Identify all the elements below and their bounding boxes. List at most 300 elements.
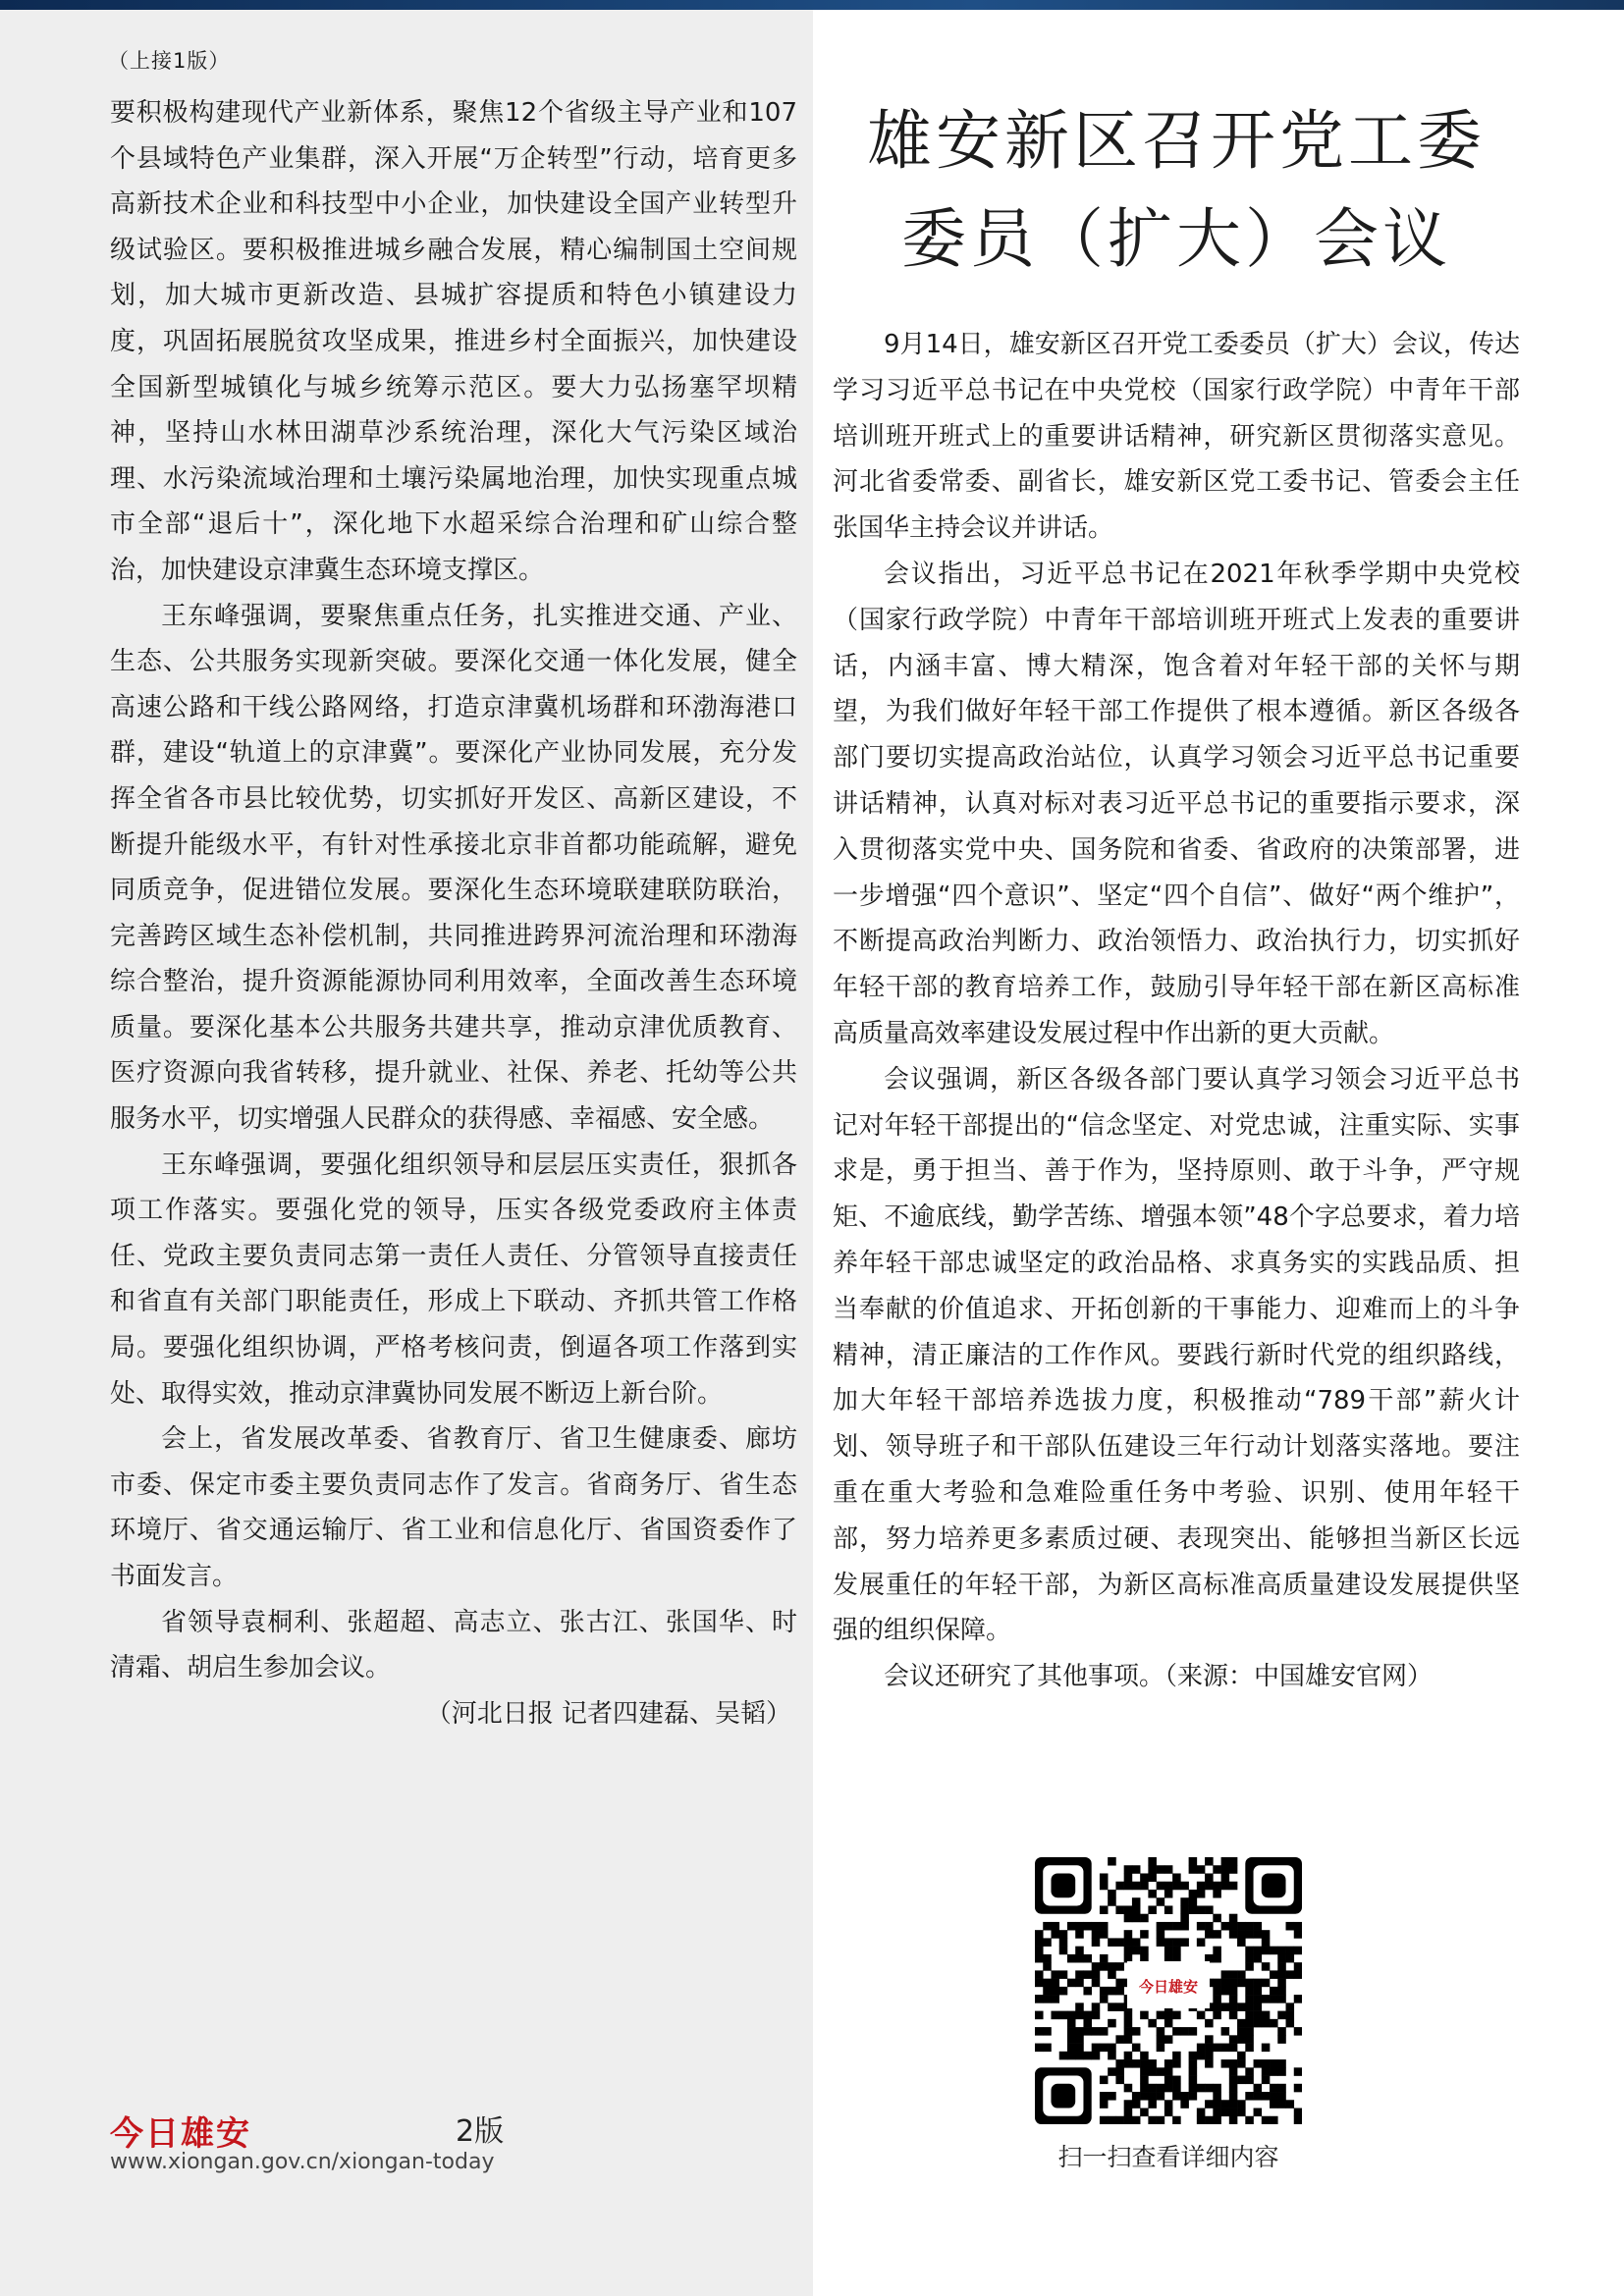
qr-module — [1140, 1882, 1149, 1891]
qr-module — [1140, 2092, 1149, 2101]
qr-module — [1132, 2092, 1141, 2101]
qr-module — [1043, 1922, 1052, 1931]
qr-module — [1100, 1922, 1109, 1931]
qr-module — [1237, 2109, 1246, 2117]
qr-module — [1221, 1970, 1230, 1979]
qr-module — [1115, 1979, 1124, 1988]
qr-module — [1229, 1979, 1238, 1988]
qr-module — [1270, 2100, 1278, 2109]
qr-module — [1164, 1865, 1173, 1874]
qr-module — [1157, 1922, 1165, 1931]
qr-module — [1124, 1914, 1133, 1923]
qr-module — [1221, 1865, 1230, 1874]
qr-module — [1172, 2052, 1181, 2060]
qr-module — [1245, 2067, 1254, 2076]
qr-module — [1221, 2027, 1230, 2036]
qr-module — [1189, 1865, 1198, 1874]
qr-module — [1140, 1947, 1149, 1955]
qr-module — [1092, 1962, 1101, 1971]
qr-module — [1172, 2059, 1181, 2068]
qr-module — [1189, 1897, 1198, 1906]
qr-module — [1148, 2067, 1157, 2076]
qr-module — [1197, 2044, 1206, 2053]
qr-module — [1108, 1890, 1116, 1898]
qr-module — [1197, 1882, 1206, 1891]
qr-module — [1213, 1995, 1221, 2003]
qr-module — [1180, 1922, 1189, 1931]
qr-module — [1067, 1979, 1076, 1988]
qr-module — [1059, 1930, 1068, 1939]
article-title-line: 雄安新区召开党工委 — [867, 103, 1486, 179]
qr-module — [1237, 1979, 1246, 1988]
qr-module — [1254, 2109, 1263, 2117]
qr-module — [1245, 1995, 1254, 2003]
qr-module — [1157, 2084, 1165, 2093]
qr-module — [1059, 1987, 1068, 1996]
qr-module — [1108, 2116, 1116, 2124]
qr-module — [1164, 2019, 1173, 2028]
qr-module — [1262, 2092, 1271, 2101]
qr-module — [1277, 2084, 1286, 2093]
qr-module — [1108, 1938, 1116, 1947]
qr-module — [1286, 2019, 1295, 2028]
qr-module — [1124, 2100, 1133, 2109]
qr-module — [1172, 1922, 1181, 1931]
qr-module — [1132, 1865, 1141, 1874]
qr-module — [1262, 2044, 1271, 2053]
qr-module — [1067, 2011, 1076, 2020]
qr-module — [1108, 1970, 1116, 1979]
qr-module — [1213, 2109, 1221, 2117]
qr-module — [1213, 1979, 1221, 1988]
qr-module — [1254, 2092, 1263, 2101]
qr-module — [1294, 1947, 1302, 1955]
qr-module — [1124, 2084, 1133, 2093]
qr-module — [1197, 1938, 1206, 1947]
qr-module — [1262, 1947, 1271, 1955]
qr-module — [1294, 1995, 1302, 2003]
qr-module — [1035, 1947, 1044, 1955]
qr-module — [1277, 1987, 1286, 1996]
qr-module — [1180, 2092, 1189, 2101]
qr-module — [1164, 1905, 1173, 1914]
qr-module — [1221, 2109, 1230, 2117]
qr-module — [1213, 2084, 1221, 2093]
qr-module — [1229, 2011, 1238, 2020]
qr-module — [1100, 2092, 1109, 2101]
qr-module — [1115, 1905, 1124, 1914]
qr-module — [1262, 1962, 1271, 1971]
qr-module — [1132, 2027, 1141, 2036]
qr-module — [1205, 1873, 1214, 1882]
qr-module — [1245, 2027, 1254, 2036]
qr-module — [1270, 1970, 1278, 1979]
qr-module — [1148, 2084, 1157, 2093]
qr-module — [1180, 1882, 1189, 1891]
qr-module — [1140, 2052, 1149, 2060]
qr-module — [1213, 1865, 1221, 1874]
qr-module — [1254, 2011, 1263, 2020]
qr-module — [1083, 1987, 1092, 1996]
qr-module — [1205, 2084, 1214, 2093]
qr-module — [1205, 2059, 1214, 2068]
qr-module — [1221, 2044, 1230, 2053]
qr-module — [1035, 1979, 1044, 1988]
qr-module — [1075, 1930, 1084, 1939]
qr-module — [1189, 2084, 1198, 2093]
qr-module — [1140, 2076, 1149, 2085]
qr-module — [1213, 1987, 1221, 1996]
qr-module — [1115, 1882, 1124, 1891]
qr-module — [1294, 2084, 1302, 2093]
qr-module — [1115, 1987, 1124, 1996]
qr-module — [1059, 2011, 1068, 2020]
qr-module — [1132, 1914, 1141, 1923]
qr-module — [1172, 2084, 1181, 2093]
qr-module — [1286, 1954, 1295, 1963]
qr-module — [1213, 2002, 1221, 2011]
qr-module — [1213, 2011, 1221, 2020]
qr-module — [1108, 2092, 1116, 2101]
qr-module — [1124, 2035, 1133, 2044]
qr-module — [1294, 2027, 1302, 2036]
qr-module — [1286, 2011, 1295, 2020]
qr-module — [1124, 1882, 1133, 1891]
qr-module — [1277, 1995, 1286, 2003]
qr-module — [1035, 2011, 1044, 2020]
qr-module — [1140, 1914, 1149, 1923]
qr-module — [1164, 1922, 1173, 1931]
qr-module — [1270, 1995, 1278, 2003]
qr-module — [1294, 2067, 1302, 2076]
qr-module — [1189, 1905, 1198, 1914]
qr-module — [1213, 2100, 1221, 2109]
qr-module — [1043, 1979, 1052, 1988]
qr-module — [1075, 2002, 1084, 2011]
qr-module — [1229, 1922, 1238, 1931]
qr-module — [1132, 2059, 1141, 2068]
qr-module — [1051, 1987, 1059, 1996]
left-article-column — [110, 90, 797, 1736]
qr-module — [1245, 2044, 1254, 2053]
qr-module — [1132, 2100, 1141, 2109]
qr-module — [1115, 1962, 1124, 1971]
qr-module — [1262, 2059, 1271, 2068]
qr-module — [1100, 1882, 1109, 1891]
qr-module — [1237, 2052, 1246, 2060]
qr-module — [1043, 1995, 1052, 2003]
qr-module — [1213, 1882, 1221, 1891]
qr-module — [1277, 2067, 1286, 2076]
qr-module — [1092, 1938, 1101, 1947]
right-article-column — [833, 322, 1520, 1700]
qr-module — [1083, 2011, 1092, 2020]
qr-module — [1229, 1857, 1238, 1866]
qr-module — [1294, 1922, 1302, 1931]
qr-module — [1092, 2044, 1101, 2053]
qr-module — [1237, 2027, 1246, 2036]
qr-module — [1164, 2084, 1173, 2093]
qr-module — [1245, 1954, 1254, 1963]
left-paragraph: 要积极构建现代产业新体系，聚焦12个省级主导产业和107个县域特色产业集群，深入开展“万企转型”行动，培育更多高新技术企业和科技型中小企业，加快建设全国产业转型升级试验区。要积极推进城乡融合发展，精心编制国土空间规划，加大城市更新改造、县城扩容提质和特色小镇建设力度，巩固拓展脱贫攻坚成果，推进乡村全面振兴，加快建设全国新型城镇化与城乡统筹示范区。要大力弘扬塞罕坝精神，坚持山水林田湖草沙系统治理，深化大气污染区域治理、水污染流域治理和土壤污染属地治理，加快实现重点城市全部“退后十”，深化地下水超采综合治理和矿山综合整治，加快建设京津冀生态环境支撑区。 — [110, 98, 797, 585]
qr-module — [1221, 2100, 1230, 2109]
qr-module — [1043, 1938, 1052, 1947]
qr-module — [1254, 1995, 1263, 2003]
qr-module — [1092, 2011, 1101, 2020]
qr-module — [1051, 1922, 1059, 1931]
qr-code-graphic — [1035, 1857, 1302, 2124]
qr-module — [1115, 2035, 1124, 2044]
qr-module — [1059, 1947, 1068, 1955]
qr-module — [1100, 2076, 1109, 2085]
qr-module — [1140, 1930, 1149, 1939]
qr-module — [1075, 1954, 1084, 1963]
qr-module — [1164, 1947, 1173, 1955]
qr-module — [1286, 2002, 1295, 2011]
qr-module — [1043, 2027, 1052, 2036]
qr-module — [1262, 1979, 1271, 1988]
qr-module — [1157, 2044, 1165, 2053]
qr-module — [1221, 2002, 1230, 2011]
qr-module — [1221, 1922, 1230, 1931]
qr-module — [1254, 1947, 1263, 1955]
qr-module — [1148, 2100, 1157, 2109]
qr-module — [1245, 1922, 1254, 1931]
qr-module — [1100, 2116, 1109, 2124]
qr-module — [1157, 1938, 1165, 1947]
qr-module — [1100, 1954, 1109, 1963]
qr-module — [1075, 1979, 1084, 1988]
qr-module — [1197, 1922, 1206, 1931]
qr-module — [1164, 1882, 1173, 1891]
qr-module — [1254, 2002, 1263, 2011]
qr-module — [1213, 1930, 1221, 1939]
qr-module — [1197, 1905, 1206, 1914]
qr-module — [1108, 2067, 1116, 2076]
qr-module — [1035, 1930, 1044, 1939]
qr-module — [1100, 2100, 1109, 2109]
qr-module — [1124, 2059, 1133, 2068]
qr-module — [1108, 1897, 1116, 1906]
qr-module — [1164, 2109, 1173, 2117]
qr-module — [1229, 1930, 1238, 1939]
qr-module — [1075, 2011, 1084, 2020]
qr-module — [1115, 2067, 1124, 2076]
qr-module — [1132, 1947, 1141, 1955]
qr-module — [1108, 2052, 1116, 2060]
qr-module — [1124, 1905, 1133, 1914]
qr-module — [1277, 1947, 1286, 1955]
qr-module — [1083, 2027, 1092, 2036]
qr-module — [1140, 2084, 1149, 2093]
qr-module — [1100, 1987, 1109, 1996]
qr-module — [1148, 2059, 1157, 2068]
qr-module — [1148, 2116, 1157, 2124]
qr-module — [1148, 1905, 1157, 1914]
qr-module — [1092, 2027, 1101, 2036]
qr-module — [1262, 1938, 1271, 1947]
article-paragraph: 会议强调，新区各级各部门要认真学习领会习近平总书记对年轻干部提出的“信念坚定、对党忠诚，注重实际、实事求是，勇于担当、善于作为，坚持原则、敢于斗争，严守规矩、不逾底线，勤学苦练、增强本领”48个字总要求，着力培养年轻干部忠诚坚定的政治品格、求真务实的实践品质、担当奉献的价值追求、开拓创新的干事能力、迎难而上的斗争精神，清正廉洁的工作作风。要践行新时代党的组织路线，加大年轻干部培养选拔力度，积极推动“789干部”薪火计划、领导班子和干部队伍建设三年行动计划落实落地。要注重在重大考验和急难险重任务中考验、识别、使用年轻干部，努力培养更多素质过硬、表现突出、能够担当新区长远发展重任的年轻干部，为新区高标准高质量建设发展提供坚强的组织保障。 — [833, 1064, 1520, 1646]
qr-module — [1180, 2027, 1189, 2036]
qr-module — [1262, 2116, 1271, 2124]
qr-module — [1229, 1995, 1238, 2003]
qr-module — [1172, 2076, 1181, 2085]
qr-module — [1229, 2044, 1238, 2053]
qr-module — [1140, 2109, 1149, 2117]
qr-module — [1108, 2002, 1116, 2011]
qr-module — [1157, 1882, 1165, 1891]
qr-module — [1043, 1962, 1052, 1971]
qr-module — [1245, 1930, 1254, 1939]
qr-module — [1108, 1857, 1116, 1866]
qr-module — [1180, 1905, 1189, 1914]
qr-module — [1270, 2084, 1278, 2093]
qr-module — [1254, 1979, 1263, 1988]
article-title-line: 委员（扩大）会议 — [901, 201, 1451, 277]
qr-module — [1157, 2035, 1165, 2044]
qr-module — [1270, 2092, 1278, 2101]
qr-module — [1294, 2116, 1302, 2124]
qr-module — [1262, 2011, 1271, 2020]
qr-module — [1237, 2100, 1246, 2109]
qr-module — [1205, 1922, 1214, 1931]
qr-module — [1254, 2084, 1263, 2093]
qr-module — [1294, 1970, 1302, 1979]
qr-module — [1115, 2116, 1124, 2124]
qr-module — [1213, 1947, 1221, 1955]
qr-module — [1189, 2092, 1198, 2101]
qr-module — [1059, 1970, 1068, 1979]
qr-module — [1205, 2116, 1214, 2124]
qr-module — [1286, 2100, 1295, 2109]
qr-module — [1286, 1922, 1295, 1931]
qr-module — [1164, 2067, 1173, 2076]
qr-module — [1124, 1947, 1133, 1955]
qr-module — [1254, 1922, 1263, 1931]
qr-module — [1229, 2100, 1238, 2109]
qr-module — [1100, 1873, 1109, 1882]
qr-module — [1043, 1954, 1052, 1963]
qr-module — [1124, 2011, 1133, 2020]
qr-module — [1245, 2035, 1254, 2044]
qr-module — [1035, 1995, 1044, 2003]
qr-module — [1140, 2067, 1149, 2076]
article-paragraph: 会议指出，习近平总书记在2021年秋季学期中央党校（国家行政学院）中青年干部培训班开班式上发表的重要讲话，内涵丰富、博大精深，饱含着对年轻干部的关怀与期望，为我们做好年轻干部工作提供了根本遵循。新区各级各部门要切实提高政治站位，认真学习领会习近平总书记重要讲话精神，认真对标对表习近平总书记的重要指示要求，深入贯彻落实党中央、国务院和省委、省政府的决策部署，进一步增强“四个意识”、坚定“四个自信”、做好“两个维护”，不断提高政治判断力、政治领悟力、政治执行力，切实抓好年轻干部的教育培养工作，鼓励引导年轻干部在新区高标准高质量高效率建设发展过程中作出新的更大贡献。 — [833, 559, 1520, 1048]
qr-code[interactable] — [1035, 1857, 1302, 2124]
qr-module — [1197, 2109, 1206, 2117]
qr-module — [1148, 1865, 1157, 1874]
qr-module — [1115, 2002, 1124, 2011]
qr-module — [1075, 2027, 1084, 2036]
qr-module — [1205, 1857, 1214, 1866]
qr-module — [1262, 2076, 1271, 2085]
qr-module — [1043, 2044, 1052, 2053]
qr-module — [1172, 2092, 1181, 2101]
qr-module — [1100, 1905, 1109, 1914]
qr-module — [1164, 2100, 1173, 2109]
article-paragraph: 9月14日，雄安新区召开党工委委员（扩大）会议，传达学习习近平总书记在中央党校（国家行政学院）中青年干部培训班开班式上的重要讲话精神，研究新区贯彻落实意见。河北省委常委、副省长，雄安新区党工委书记、管委会主任张国华主持会议并讲话。 — [833, 330, 1520, 544]
qr-module — [1035, 2027, 1044, 2036]
qr-module — [1092, 1970, 1101, 1979]
qr-module — [1067, 2035, 1076, 2044]
qr-module — [1262, 1930, 1271, 1939]
qr-module — [1051, 1995, 1059, 2003]
qr-module — [1229, 2092, 1238, 2101]
qr-module — [1205, 2035, 1214, 2044]
qr-module — [1067, 1954, 1076, 1963]
qr-module — [1229, 2035, 1238, 2044]
qr-module — [1148, 1890, 1157, 1898]
qr-module — [1132, 2116, 1141, 2124]
qr-module — [1277, 1954, 1286, 1963]
qr-module — [1262, 2067, 1271, 2076]
qr-module — [1108, 2019, 1116, 2028]
qr-module — [1205, 1905, 1214, 1914]
qr-finder-pattern — [1262, 1873, 1286, 1897]
qr-module — [1237, 1930, 1246, 1939]
qr-module — [1059, 1938, 1068, 1947]
qr-module — [1108, 2044, 1116, 2053]
qr-module — [1277, 1962, 1286, 1971]
qr-module — [1132, 1882, 1141, 1891]
qr-module — [1189, 2067, 1198, 2076]
qr-module — [1245, 2019, 1254, 2028]
qr-module — [1100, 2044, 1109, 2053]
qr-module — [1277, 1970, 1286, 1979]
qr-module — [1237, 2019, 1246, 2028]
qr-module — [1197, 2052, 1206, 2060]
qr-module — [1213, 1914, 1221, 1923]
qr-module — [1221, 1857, 1230, 1866]
qr-module — [1213, 1954, 1221, 1963]
qr-module — [1245, 1947, 1254, 1955]
qr-module — [1205, 2044, 1214, 2053]
qr-module — [1067, 2019, 1076, 2028]
qr-module — [1083, 1922, 1092, 1931]
qr-module — [1172, 2116, 1181, 2124]
qr-module — [1245, 2002, 1254, 2011]
qr-module — [1092, 1930, 1101, 1939]
qr-module — [1286, 1947, 1295, 1955]
qr-module — [1229, 2076, 1238, 2085]
qr-module — [1229, 2002, 1238, 2011]
qr-module — [1124, 2019, 1133, 2028]
qr-module — [1229, 1865, 1238, 1874]
qr-module — [1108, 1987, 1116, 1996]
qr-module — [1172, 1873, 1181, 1882]
qr-module — [1213, 1890, 1221, 1898]
qr-module — [1229, 1882, 1238, 1891]
qr-module — [1245, 1962, 1254, 1971]
qr-caption: 扫一扫查看详细内容 — [1057, 2143, 1279, 2171]
qr-module — [1092, 1922, 1101, 1931]
qr-module — [1245, 1979, 1254, 1988]
page-number: 2版 — [456, 2114, 505, 2149]
qr-module — [1270, 1987, 1278, 1996]
website-url[interactable]: www.xiongan.gov.cn/xiongan-today — [110, 2150, 495, 2174]
qr-module — [1172, 2011, 1181, 2020]
qr-module — [1213, 2116, 1221, 2124]
qr-module — [1148, 1873, 1157, 1882]
qr-module — [1115, 2076, 1124, 2085]
qr-module — [1197, 1865, 1206, 1874]
qr-module — [1100, 1930, 1109, 1939]
qr-module — [1051, 1979, 1059, 1988]
qr-module — [1237, 1922, 1246, 1931]
qr-module — [1051, 1930, 1059, 1939]
qr-module — [1092, 2052, 1101, 2060]
qr-module — [1140, 2011, 1149, 2020]
